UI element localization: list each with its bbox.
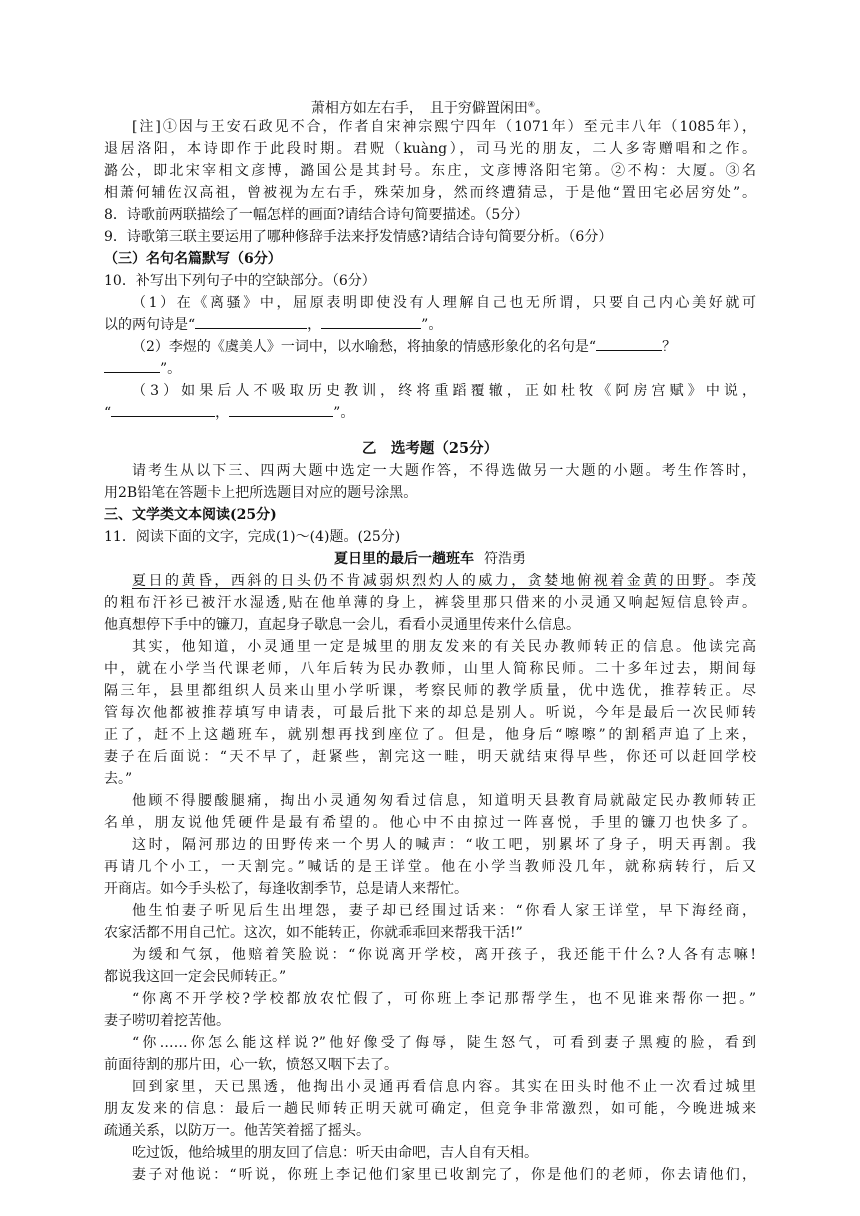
q10-part-2-line-1: （2）李煜的《虞美人》一词中，以水喻愁，将抽象的情感形象化的名句是“ ？ xyxy=(104,336,756,358)
q10-part-1-line-2: 以的两句诗是“ ， ”。 xyxy=(104,314,756,336)
note-line-2: 退居洛阳，本诗即作于此段时期。君贶（kuàng），司马光的朋友，二人多寄赠唱和之作。 xyxy=(104,141,756,157)
spacer xyxy=(104,424,756,438)
question-9: 9．诗歌第三联主要运用了哪种修辞手法来抒发情感?请结合诗句简要分析。（6分） xyxy=(104,229,613,245)
para-8-line-2: 前面待割的那片田，心一软，愤怒又咽下去了。 xyxy=(104,1057,398,1073)
story-title: 夏日里的最后一趟班车 xyxy=(334,551,474,567)
note-line-1: [注]①因与王安石政见不合，作者自宋神宗熙宁四年（1071年）至元丰八年（1085年）， xyxy=(132,119,756,135)
question-10: 10．补写出下列句子中的空缺部分。（6分） xyxy=(104,273,376,289)
para-5-line-2: 农家活都不用自己忙。这次，如不能转正，你就乖乖回来帮我干活!” xyxy=(104,925,523,941)
poem-last-line: 萧相方如左右手， 且于穷僻置闲田④。 xyxy=(310,100,550,117)
para-9-line-1: 回到家里，天已黑透，他掏出小灵通再看信息内容。其实在田头时他不止一次看过城里 xyxy=(132,1079,756,1095)
para-2-line-3: 隔三年，县里都组织人员来山里小学听课，考察民师的教学质量，优中选优，推荐转正。尽 xyxy=(104,683,756,699)
answer-blank[interactable] xyxy=(321,314,421,329)
para-3-line-1: 他顾不得腰酸腿痛，掏出小灵通匆匆看过信息，知道明天县教育局就敲定民办教师转正 xyxy=(132,793,756,809)
para-2-line-7: 去。” xyxy=(104,771,133,787)
para-9-line-2: 朋友发来的信息：最后一趟民师转正明天就可确定，但竞争非常激烈，如可能，今晚进城来 xyxy=(104,1101,756,1117)
q10-part-3-line-2: “ ， ”。 xyxy=(104,402,756,424)
para-4-line-1: 这时，隔河那边的田野传来一个男人的喊声：“收工吧，别累坏了身子，明天再割。我 xyxy=(132,837,756,853)
answer-blank[interactable] xyxy=(104,358,160,373)
q10-part-3-line-1: （3）如果后人不吸取历史教训，终将重蹈覆辙，正如杜牧《阿房宫赋》中说， xyxy=(132,383,756,399)
part-b-instructions-1: 请考生从以下三、四两大题中选定一大题作答，不得选做另一大题的小题。考生作答时， xyxy=(132,463,756,479)
part-b-instructions-2: 用2B铅笔在答题卡上把所选题目对应的题号涂黑。 xyxy=(104,485,418,501)
para-2-line-5: 正了，赶不上这趟班车，就别想再找到座位了。但是，他身后“嚓嚓”的割稻声追了上来， xyxy=(104,727,756,743)
para-11-line-1: 妻子对他说：“听说，你班上李记他们家里已收割完了，你是他们的老师，你去请他们， xyxy=(132,1167,756,1183)
answer-blank[interactable] xyxy=(229,402,333,417)
answer-blank[interactable] xyxy=(111,402,215,417)
para-8-line-1: “你……你怎么能这样说?”他好像受了侮辱，陡生怒气，可看到妻子黑瘦的脸，看到 xyxy=(132,1035,756,1051)
para-5-line-1: 他生怕妻子听见后生出埋怨，妻子却已经围过话来：“你看人家王详堂，早下海经商， xyxy=(132,903,756,919)
answer-blank[interactable] xyxy=(195,314,307,329)
story-author: 符浩勇 xyxy=(484,551,526,567)
section-heading-literary: 三、文学类文本阅读(25分) xyxy=(104,507,277,523)
question-8: 8．诗歌前两联描绘了一幅怎样的画面?请结合诗句简要描述。（5分） xyxy=(104,207,529,223)
para-6-line-2: 都说我这回一定会民师转正。” xyxy=(104,969,287,985)
q10-part-1-line-1: （1）在《离骚》中，屈原表明即使没有人理解自己也无所谓，只要自己内心美好就可 xyxy=(132,295,756,311)
para-6-line-1: 为缓和气氛，他赔着笑脸说：“你说离开学校，离开孩子，我还能干什么?人各有志嘛! xyxy=(132,947,756,963)
q10-part-2-line-2: ”。 xyxy=(104,358,756,380)
exam-page xyxy=(104,94,756,1186)
note-line-4: 相萧何辅佐汉高祖，曾被视为左右手，殊荣加身，然而终遭猜忌，于是他“置田宅必居穷处”。 xyxy=(104,185,756,201)
underlined-sentence: 夏日的黄昏，西斜的日头仍不肯减弱炽烈灼人的威力，贪婪地俯视着金黄的田野 xyxy=(132,573,710,589)
para-10-line-1: 吃过饭，他给城里的朋友回了信息：听天由命吧，吉人自有天相。 xyxy=(132,1145,538,1161)
para-7-line-2: 妻子唠叨着挖苦他。 xyxy=(104,1013,230,1029)
section-heading-recitation: （三）名句名篇默写（6分） xyxy=(104,251,282,267)
para-3-line-2: 名单，朋友说他凭硬件是最有希望的。他心中不由掠过一阵喜悦，手里的镰刀也快多了。 xyxy=(104,815,756,831)
note-line-3: 潞公，即北宋宰相文彦博，潞国公是其封号。东庄，文彦博洛阳宅第。②不构：大厦。③名 xyxy=(104,163,756,179)
note-mark: ④ xyxy=(527,100,536,109)
part-b-heading: 乙 选考题（25分） xyxy=(361,440,499,457)
para-7-line-1: “你离不开学校?学校都放农忙假了，可你班上李记那帮学生，也不见谁来帮你一把。” xyxy=(132,991,756,1007)
para-2-line-4: 管每次他都被推荐填写申请表，可最后批下来的却总是别人。听说，今年是最后一次民师转 xyxy=(104,705,756,721)
story-title-line xyxy=(104,548,756,570)
para-1-line-1: 夏日的黄昏，西斜的日头仍不肯减弱炽烈灼人的威力，贪婪地俯视着金黄的田野。李茂 xyxy=(132,573,757,589)
para-1-line-2: 的粗布汗衫已被汗水湿透,贴在他单薄的身上，裤袋里那只借来的小灵通又响起短信息铃声。 xyxy=(104,595,756,611)
answer-blank[interactable] xyxy=(596,336,662,351)
para-4-line-3: 开商店。如今手头松了，每逢收割季节，总是请人来帮忙。 xyxy=(104,881,468,897)
para-2-line-2: 中，就在小学当代课老师，八年后转为民办教师，山里人简称民师。二十多年过去，期间每 xyxy=(104,661,756,677)
para-1-line-3: 他真想停下手中的镰刀，直起身子歇息一会儿，看看小灵通里传来什么信息。 xyxy=(104,617,580,633)
para-2-line-1: 其实，他知道，小灵通里一定是城里的朋友发来的有关民办教师转正的信息。他读完高 xyxy=(132,639,756,655)
question-11: 11．阅读下面的文字，完成(1)～(4)题。(25分) xyxy=(104,529,401,545)
para-2-line-6: 妻子在后面说：“天不早了，赶紧些，割完这一畦，明天就结束得早些，你还可以赶回学校 xyxy=(104,749,756,765)
para-9-line-3: 疏通关系，以防万一。他苦笑着摇了摇头。 xyxy=(104,1123,370,1139)
para-4-line-2: 再请几个小工，一天割完。”喊话的是王详堂。他在小学当教师没几年，就称病转行，后又 xyxy=(104,859,756,875)
